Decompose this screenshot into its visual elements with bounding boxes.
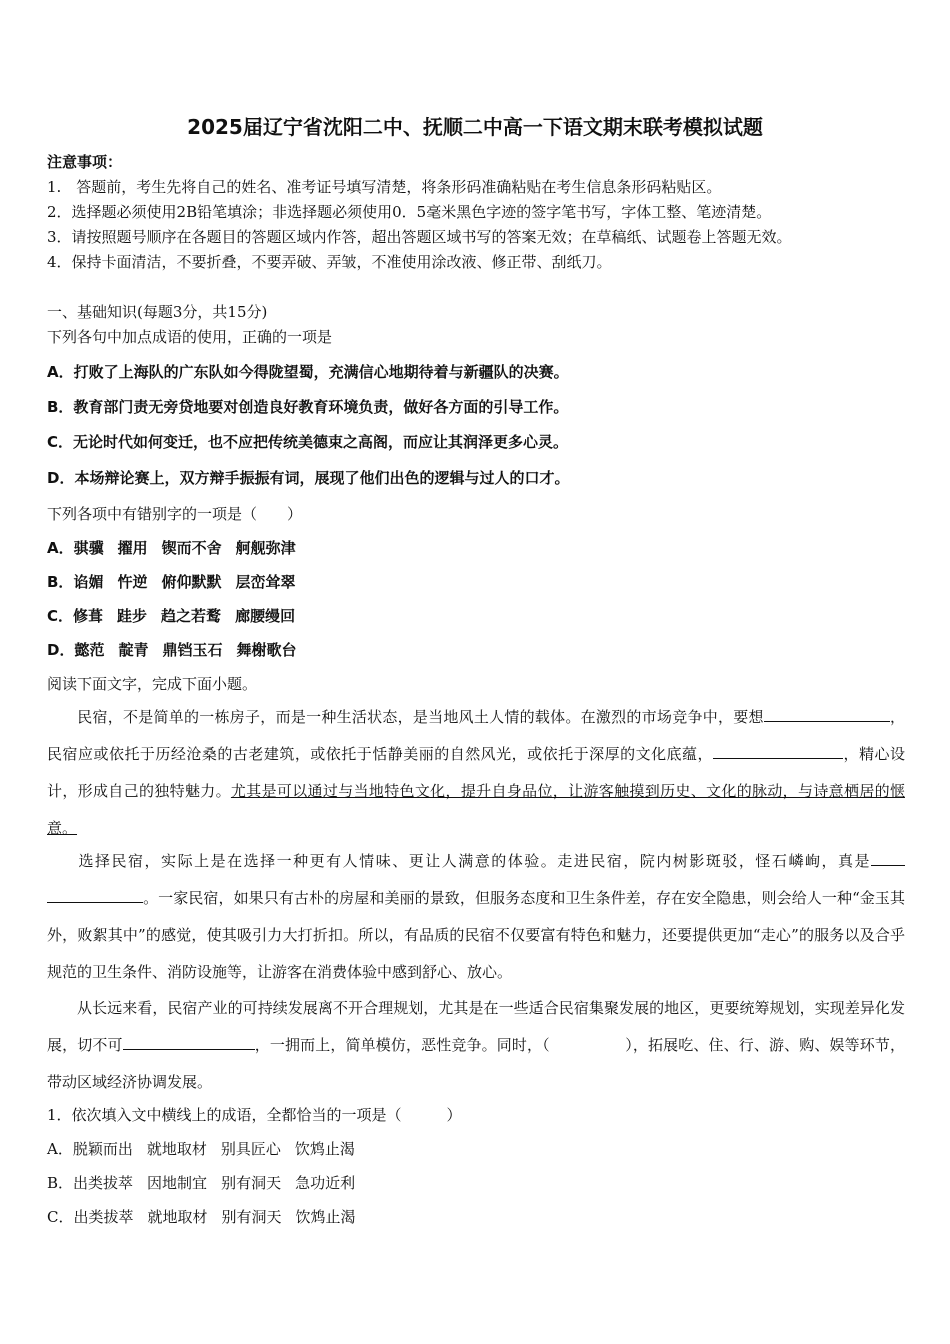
option-label: B． [47, 1174, 74, 1192]
option-word: 靛青 [118, 641, 149, 659]
paragraph-text: ，一拥而上，简单模仿，恶性竞争。同时，（ ），拓展吃、住、行、游、购、娱等环节，带动区域经济协调发展。 [47, 1036, 905, 1091]
option-c: C．无论时代如何变迁，也不应把传统美德束之高阁，而应让其润泽更多心灵。 [47, 433, 569, 451]
option-label: A． [47, 539, 74, 557]
option-a [47, 538, 310, 558]
option-a [47, 1139, 369, 1159]
option-label: C． [47, 1208, 74, 1226]
option-word: 跬步 [117, 607, 148, 625]
option-word: 锲而不舍 [161, 539, 222, 557]
option-word: 舸舰弥津 [235, 539, 296, 557]
option-word: 擢用 [117, 539, 148, 557]
option-b: B．教育部门责无旁贷地要对创造良好教育环境负责，做好各方面的引导工作。 [47, 398, 569, 416]
reading-paragraph-2 [47, 843, 905, 991]
option-b [47, 572, 310, 592]
reading-intro: 阅读下面文字，完成下面小题。 [47, 675, 258, 693]
option-word: 层峦耸翠 [235, 573, 296, 591]
question-stem: 下列各项中有错别字的一项是（ ） [47, 505, 303, 523]
paragraph-text: 民宿，不是简单的一栋房子，而是一种生活状态，是当地风土人情的载体。在激烈的市场竞争中，要想 [77, 708, 764, 726]
notice-heading: 注意事项： [47, 153, 123, 171]
reading-paragraph-3 [47, 990, 905, 1101]
option-word: 廊腰缦回 [235, 607, 296, 625]
option-word: 修葺 [73, 607, 104, 625]
option-label: D． [47, 641, 75, 659]
fill-blank [838, 707, 890, 722]
notice-item: 2．选择题必须使用2B铅笔填涂；非选择题必须使用0．5毫米黑色字迹的签字笔书写，字体工整、笔迹清楚。 [47, 203, 772, 221]
option-word: 就地取材 [147, 1208, 208, 1226]
notice-item: 1. 答题前，考生先将自己的姓名、准考证号填写清楚，将条形码准确粘贴在考生信息条形码粘贴区。 [47, 178, 722, 196]
option-word: 就地取材 [146, 1140, 207, 1158]
option-a: A．打败了上海队的广东队如今得陇望蜀，充满信心地期待着与新疆队的决赛。 [47, 363, 569, 381]
option-c [47, 606, 309, 626]
option-word: 饮鸩止渴 [295, 1208, 356, 1226]
option-word: 饮鸩止渴 [294, 1140, 355, 1158]
option-word: 趋之若鹜 [161, 607, 222, 625]
paragraph-text: 从长远来看，民宿产业的可持续发展离不开合理规划，尤其是在一些适合民宿集聚发展的地区，更要统筹规划，实现差异化发展，切不可 [47, 999, 905, 1054]
option-word: 急功近利 [295, 1174, 356, 1192]
notice-item: 4．保持卡面清洁，不要折叠，不要弄破、弄皱，不准使用涂改液、修正带、刮纸刀。 [47, 253, 612, 271]
paragraph-text: 选择民宿，实际上是在选择一种更有人情味、更让人满意的体验。走进民宿，院内树影斑驳，怪石嶙峋，真是 [77, 852, 871, 870]
underlined-sentence: 尤其是可以通过与当地特色文化，提升自身品位，让游客触摸到历史、文化的脉动，与诗意栖居的惬意。 [47, 782, 905, 837]
option-word: 出类拔萃 [73, 1174, 134, 1192]
paragraph-text: 。一家民宿，如果只有古朴的房屋和美丽的景致，但服务态度和卫生条件差，存在安全隐患，则会给人一种“金玉其外，败絮其中”的感觉，使其吸引力大打折扣。所以，有品质的民宿不仅要富有特色和魅力，还要提供更加“走心”的服务以及合乎规范的卫生条件、消防设施等，让游客在消费体验中感到舒心、放心。 [47, 889, 905, 981]
paragraph-text: ，精心设计，形成自己的独特魅力。 [47, 745, 905, 800]
option-word: 懿范 [74, 641, 105, 659]
option-label: B． [47, 573, 74, 591]
section-heading: 一、基础知识(每题3分，共15分) [47, 303, 268, 321]
fill-blank [713, 744, 769, 759]
option-word: 因地制宜 [147, 1174, 208, 1192]
option-word: 谄媚 [73, 573, 104, 591]
fill-blank [871, 851, 905, 866]
option-word: 俯仰默默 [161, 573, 222, 591]
question-stem: 下列各句中加点成语的使用，正确的一项是 [47, 328, 333, 346]
page-title: 2025届辽宁省沈阳二中、抚顺二中高一下语文期末联考模拟试题 [187, 115, 763, 139]
option-word: 别有洞天 [221, 1208, 282, 1226]
option-word: 别具匠心 [220, 1140, 281, 1158]
option-word: 脱颖而出 [72, 1140, 133, 1158]
option-label: A． [47, 1140, 73, 1158]
fill-blank [764, 707, 838, 722]
fill-blank [47, 888, 143, 903]
reading-paragraph-1 [47, 699, 905, 847]
paragraph-text: ，民宿应或依托于历经沧桑的古老建筑，或依托于恬静美丽的自然风光，或依托于深厚的文化底蕴， [47, 708, 905, 763]
option-word: 忤逆 [117, 573, 148, 591]
option-b [47, 1173, 369, 1193]
option-c [47, 1207, 370, 1227]
option-word: 出类拔萃 [73, 1208, 134, 1226]
option-label: C． [47, 607, 74, 625]
fill-blank [769, 744, 843, 759]
option-word: 舞榭歌台 [236, 641, 297, 659]
option-d: D．本场辩论赛上，双方辩手振振有词，展现了他们出色的逻辑与过人的口才。 [47, 469, 570, 487]
fill-blank [123, 1035, 255, 1050]
option-word: 别有洞天 [221, 1174, 282, 1192]
notice-item: 3．请按照题号顺序在各题目的答题区域内作答，超出答题区域书写的答案无效；在草稿纸、试题卷上答题无效。 [47, 228, 792, 246]
option-d [47, 640, 311, 660]
question-stem: 1．依次填入文中横线上的成语，全都恰当的一项是（ ） [47, 1106, 462, 1124]
option-word: 骐骥 [73, 539, 104, 557]
option-word: 鼎铛玉石 [162, 641, 223, 659]
